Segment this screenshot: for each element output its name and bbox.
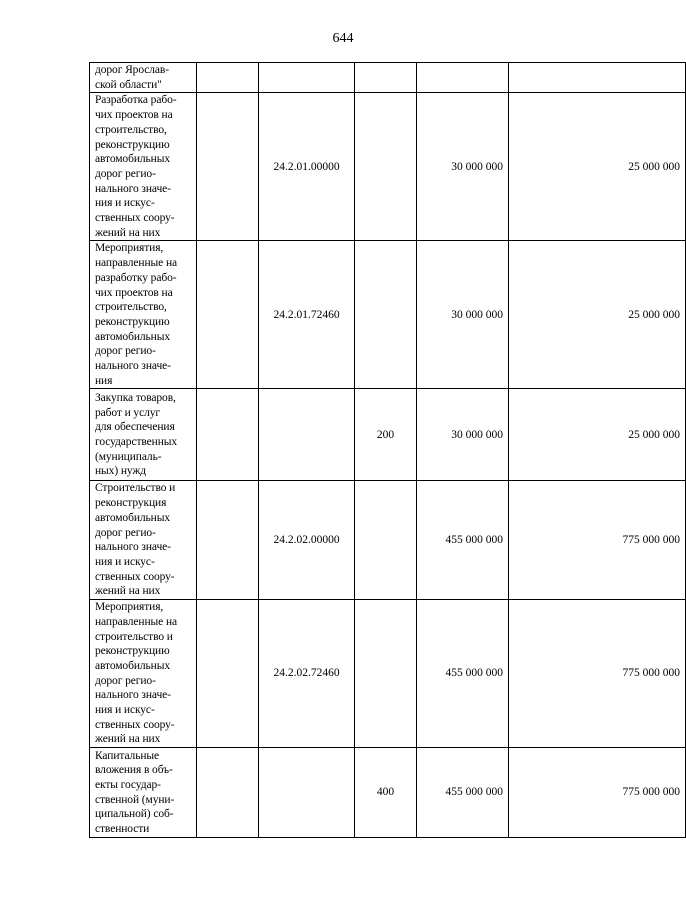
row-name-cell	[90, 600, 197, 748]
row-name-line: чих проектов на	[95, 109, 173, 122]
amount-year1-cell: 30 000 000	[417, 241, 509, 389]
table-row	[90, 241, 686, 389]
row-name-line: дорог регио-	[95, 345, 156, 358]
amount-year2-cell: 25 000 000	[509, 241, 686, 389]
ministry-cell	[197, 389, 259, 481]
row-name-line: дорог регио-	[95, 167, 156, 180]
row-name-line: ния и искус-	[95, 555, 155, 568]
target-code-cell: 24.2.02.72460	[259, 600, 355, 748]
row-name-line: нального значе-	[95, 541, 171, 554]
expense-type-cell	[355, 241, 417, 389]
budget-table	[89, 62, 686, 838]
row-name-line: ственных соору-	[95, 718, 175, 731]
expense-type-cell: 200	[355, 389, 417, 481]
target-code-cell	[259, 389, 355, 481]
table-row	[90, 748, 686, 838]
row-name-line: Закупка товаров,	[95, 391, 176, 404]
table-row	[90, 481, 686, 600]
row-name-line: автомобильных	[95, 511, 170, 524]
target-code-cell: 24.2.01.72460	[259, 241, 355, 389]
row-name-line: строительство,	[95, 123, 167, 136]
row-name-line: строительство,	[95, 301, 167, 314]
row-name-line: екты государ-	[95, 778, 161, 791]
row-name-line: нального значе-	[95, 360, 171, 373]
row-name-line: Мероприятия,	[95, 601, 164, 614]
ministry-cell	[197, 600, 259, 748]
row-name-line: ственных соору-	[95, 212, 175, 225]
amount-year1-cell: 455 000 000	[417, 481, 509, 600]
ministry-cell	[197, 93, 259, 241]
row-name-line: направленные на	[95, 257, 178, 270]
target-code-cell: 24.2.02.00000	[259, 481, 355, 600]
row-name-line: ния	[95, 374, 113, 387]
table-row	[90, 600, 686, 748]
row-name-line: дорог Ярослав-	[95, 64, 169, 76]
row-name-line: для обеспечения	[95, 421, 175, 434]
table-row	[90, 389, 686, 481]
row-name-line: жений на них	[95, 733, 161, 746]
row-name-line: нального значе-	[95, 689, 171, 702]
ministry-cell	[197, 748, 259, 838]
amount-year1-cell	[417, 63, 509, 93]
row-name-line: ственности	[95, 823, 150, 836]
amount-year1-cell: 455 000 000	[417, 600, 509, 748]
row-name-line: автомобильных	[95, 153, 170, 166]
row-name-line: направленные на	[95, 615, 178, 628]
row-name-line: (муниципаль-	[95, 450, 162, 463]
amount-year2-cell: 25 000 000	[509, 389, 686, 481]
row-name-line: ской области"	[95, 78, 162, 91]
row-name-line: ния и искус-	[95, 197, 155, 210]
row-name-line: нального значе-	[95, 182, 171, 195]
expense-type-cell: 400	[355, 748, 417, 838]
expense-type-cell	[355, 63, 417, 93]
row-name-cell	[90, 241, 197, 389]
ministry-cell	[197, 241, 259, 389]
row-name-line: работ и услуг	[95, 406, 160, 419]
row-name-line: Мероприятия,	[95, 242, 164, 255]
amount-year2-cell: 775 000 000	[509, 600, 686, 748]
row-name-line: разработку рабо-	[95, 271, 177, 284]
amount-year2-cell: 25 000 000	[509, 93, 686, 241]
row-name-line: ных) нужд	[95, 465, 146, 478]
expense-type-cell	[355, 481, 417, 600]
row-name-cell	[90, 389, 197, 481]
amount-year1-cell: 30 000 000	[417, 93, 509, 241]
row-name-cell	[90, 93, 197, 241]
ministry-cell	[197, 63, 259, 93]
row-name-line: чих проектов на	[95, 286, 173, 299]
row-name-cell	[90, 481, 197, 600]
row-name-line: ственной (муни-	[95, 793, 175, 806]
row-name-cell	[90, 63, 197, 93]
table-body	[90, 63, 686, 838]
expense-type-cell	[355, 600, 417, 748]
amount-year2-cell	[509, 63, 686, 93]
row-name-line: реконструкцию	[95, 138, 170, 151]
row-name-line: реконструкцию	[95, 645, 170, 658]
row-name-line: государственных	[95, 435, 178, 448]
expense-type-cell	[355, 93, 417, 241]
target-code-cell	[259, 63, 355, 93]
ministry-cell	[197, 481, 259, 600]
row-name-line: автомобильных	[95, 330, 170, 343]
row-name-line: жений на них	[95, 226, 161, 239]
row-name-line: ственных соору-	[95, 570, 175, 583]
row-name-line: вложения в объ-	[95, 764, 173, 777]
row-name-line: Разработка рабо-	[95, 94, 177, 107]
target-code-cell: 24.2.01.00000	[259, 93, 355, 241]
amount-year1-cell: 30 000 000	[417, 389, 509, 481]
amount-year2-cell: 775 000 000	[509, 748, 686, 838]
row-name-cell	[90, 748, 197, 838]
row-name-line: ния и искус-	[95, 704, 155, 717]
amount-year2-cell: 775 000 000	[509, 481, 686, 600]
row-name-line: автомобильных	[95, 659, 170, 672]
table-row	[90, 63, 686, 93]
row-name-line: дорог регио-	[95, 526, 156, 539]
row-name-line: строительство и	[95, 630, 173, 643]
table-row	[90, 93, 686, 241]
row-name-line: жений на них	[95, 585, 161, 598]
row-name-line: дорог регио-	[95, 674, 156, 687]
row-name-line: реконструкцию	[95, 315, 170, 328]
page-number: 644	[332, 31, 354, 46]
row-name-line: Капитальные	[95, 749, 160, 762]
amount-year1-cell: 455 000 000	[417, 748, 509, 838]
target-code-cell	[259, 748, 355, 838]
row-name-line: ципальной) соб-	[95, 808, 174, 821]
row-name-line: реконструкция	[95, 497, 167, 510]
row-name-line: Строительство и	[95, 482, 176, 495]
